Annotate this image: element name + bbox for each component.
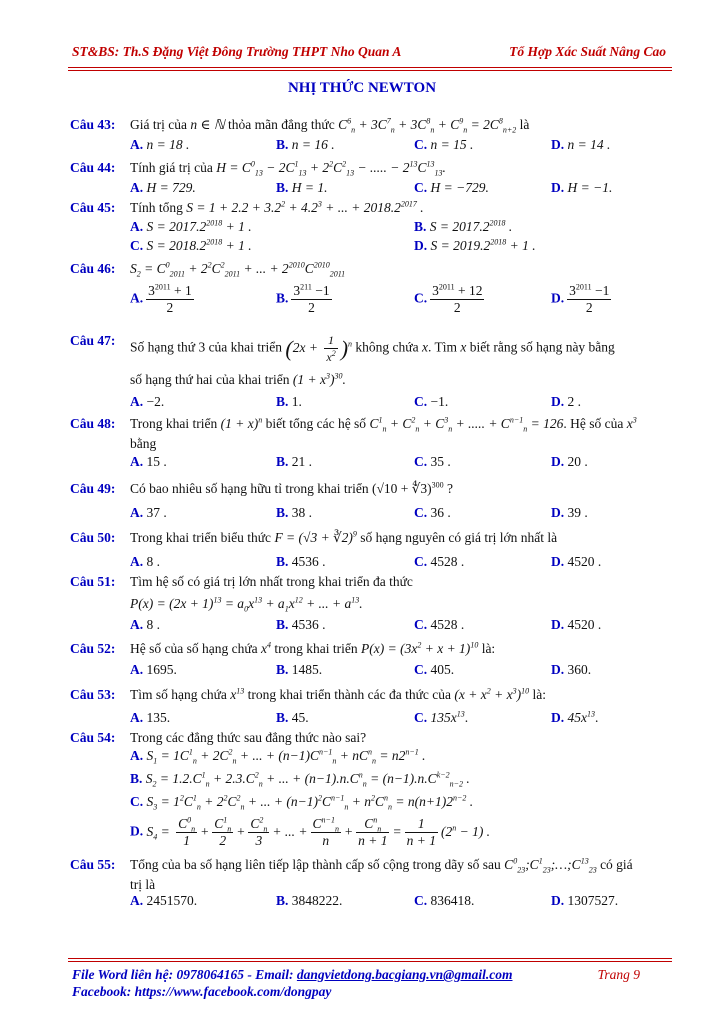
option-b[interactable]: B. 45. bbox=[276, 710, 309, 725]
header-left: ST&BS: Th.S Đặng Việt Đông Trường THPT Nho Quan A bbox=[72, 44, 402, 59]
option-a[interactable]: A. −2. bbox=[130, 394, 165, 409]
option-b[interactable]: B. $S = 2017.2^{2018}$ . bbox=[414, 218, 513, 234]
option-c[interactable]: C. H = −729. bbox=[414, 180, 489, 195]
options-52 bbox=[130, 662, 669, 680]
option-54d[interactable]: D. $S_4$ = $\frac{C^0_n}{1}$ + $\frac{C^1_n}{2}$ + $\frac{C^2_n}{3}$ + ... + $\frac{C^{n-1}_n}{n}$ + $\frac{C^n_n}{n + 1}$ = $\frac{1}{n + 1}$ $(2^n - 1)$ . bbox=[130, 815, 491, 848]
option-d[interactable]: D. 4520 . bbox=[551, 554, 602, 569]
question-number: Câu 55: bbox=[70, 857, 116, 872]
option-54c[interactable]: C. $S_3 = 1^2C^1_n + 2^2C^2_n$ + ... + $(n-1)^2C^{n-1}_n + n^2C^n_n = n(n+1)2^{n-2}$ . bbox=[130, 793, 474, 812]
option-a[interactable]: A. 8 . bbox=[130, 554, 160, 569]
question-number: Câu 52: bbox=[70, 641, 116, 656]
option-d[interactable]: D. 4520 . bbox=[551, 617, 602, 632]
option-d[interactable]: D. H = −1. bbox=[551, 180, 613, 195]
question-stem: Tính giá trị của $H = C^0_{13} - 2C^1_{13} + 2^2C^2_{13}$ − ..... − $2^{13}C^{13}_{13}$. bbox=[130, 159, 446, 178]
option-d[interactable]: D. 39 . bbox=[551, 505, 588, 520]
option-c[interactable]: C. 836418. bbox=[414, 893, 475, 908]
header-rule-2 bbox=[68, 70, 672, 71]
question-stem: Tổng của ba số hạng liên tiếp lập thành cấp số cộng trong dãy số sau $C^0_{23};C^1_{23};\dots;C^{13}_{23}$ có giá bbox=[130, 856, 633, 875]
footer-line-1: File Word liên hệ: 0978064165 - Email: dangvietdong.bacgiang.vn@gmail.com Trang 9 bbox=[72, 967, 640, 982]
footer-rule bbox=[68, 958, 672, 959]
options-51 bbox=[130, 617, 669, 635]
footer-line-2[interactable]: Facebook: https://www.facebook.com/dongpay bbox=[72, 984, 332, 999]
option-b[interactable]: B. n = 16 . bbox=[276, 137, 335, 152]
question-number: Câu 45: bbox=[70, 200, 116, 215]
options-46 bbox=[130, 283, 669, 319]
options-43 bbox=[130, 137, 669, 155]
option-d[interactable]: D. $\frac{3^{2011} -1}{2}$ bbox=[551, 282, 610, 315]
option-b[interactable]: B. 3848222. bbox=[276, 893, 343, 908]
question-stem: Trong khai triển biểu thức F = (√3 + ∛2)$^9$ số hạng nguyên có giá trị lớn nhất là bbox=[130, 529, 558, 545]
question-stem: Có bao nhiêu số hạng hữu tỉ trong khai triển (√10 + ∜3)$^{300}$ ? bbox=[130, 480, 454, 496]
option-b[interactable]: B. 4536 . bbox=[276, 554, 326, 569]
question-number: Câu 49: bbox=[70, 481, 116, 496]
options-53 bbox=[130, 710, 669, 728]
option-c[interactable]: C. 36 . bbox=[414, 505, 451, 520]
question-stem: Trong các đẳng thức sau đẳng thức nào sai? bbox=[130, 730, 367, 745]
option-b[interactable]: B. $\frac{3^{211} -1}{2}$ bbox=[276, 282, 330, 315]
question-stem: Giá trị của n ∈ ℕ thỏa mãn đẳng thức $C^6_n + 3C^7_n + 3C^8_n + C^9_n = 2C^8_{n+2}$ là bbox=[130, 116, 530, 135]
option-d[interactable]: D. n = 14 . bbox=[551, 137, 611, 152]
question-number: Câu 46: bbox=[70, 261, 116, 276]
option-a[interactable]: A. $S = 2017.2^{2018} + 1$ . bbox=[130, 218, 252, 234]
option-c[interactable]: C. $\frac{3^{2011} + 12}{2}$ bbox=[414, 282, 483, 315]
question-number: Câu 47: bbox=[70, 333, 116, 348]
options-47 bbox=[130, 394, 669, 412]
options-55 bbox=[130, 893, 669, 911]
question-47 bbox=[70, 332, 669, 376]
options-44 bbox=[130, 180, 669, 198]
options-48 bbox=[130, 454, 669, 472]
email-link[interactable]: dangvietdong.bacgiang.vn@gmail.com bbox=[296, 967, 513, 982]
question-stem: $S_2 = C^0_{2011} + 2^2C^2_{2011}$ + ... + $2^{2010}C^{2010}_{2011}$ bbox=[130, 260, 346, 279]
options-45-row2 bbox=[130, 238, 669, 256]
option-d[interactable]: D. $S = 2019.2^{2018} + 1$ . bbox=[414, 237, 536, 253]
option-c[interactable]: C. 405. bbox=[414, 662, 455, 677]
question-number: Câu 44: bbox=[70, 160, 116, 175]
option-a[interactable]: A. 135. bbox=[130, 710, 171, 725]
option-d[interactable]: D. 2 . bbox=[551, 394, 581, 409]
header-rule bbox=[68, 67, 672, 68]
option-c[interactable]: C. 35 . bbox=[414, 454, 451, 469]
options-50 bbox=[130, 554, 669, 572]
question-number: Câu 48: bbox=[70, 416, 116, 431]
option-a[interactable]: A. 1695. bbox=[130, 662, 177, 677]
section-title: NHỊ THỨC NEWTON bbox=[287, 80, 437, 96]
page-header bbox=[72, 44, 666, 64]
question-stem: Tính tổng $S = 1 + 2.2 + 3.2^2 + 4.2^3$ + ... + $2018.2^{2017}$ . bbox=[130, 199, 424, 215]
option-a[interactable]: A. 8 . bbox=[130, 617, 160, 632]
option-c[interactable]: C. −1. bbox=[414, 394, 449, 409]
option-b[interactable]: B. 1485. bbox=[276, 662, 323, 677]
question-number: Câu 54: bbox=[70, 730, 116, 745]
option-a[interactable]: A. H = 729. bbox=[130, 180, 196, 195]
option-a[interactable]: A. $\frac{3^{2011} + 1}{2}$ bbox=[130, 282, 192, 315]
option-c[interactable]: C. $135x^{13}$. bbox=[414, 709, 469, 725]
option-d[interactable]: D. 20 . bbox=[551, 454, 588, 469]
option-c[interactable]: C. n = 15 . bbox=[414, 137, 474, 152]
option-c[interactable]: C. $S = 2018.2^{2018} + 1$ . bbox=[130, 237, 252, 253]
question-stem: Tìm số hạng chứa $x^{13}$ trong khai triển thành các đa thức của $(x + x^2 + x^3)^{10}$ là: bbox=[130, 686, 546, 702]
question-stem: Hệ số của số hạng chứa $x^4$ trong khai triển $P(x) = (3x^2 + x + 1)^{10}$ là: bbox=[130, 640, 496, 656]
question-stem: Tìm hệ số có giá trị lớn nhất trong khai triển đa thức bbox=[130, 574, 413, 589]
option-c[interactable]: C. 4528 . bbox=[414, 617, 465, 632]
question-stem: Số hạng thứ 3 của khai triển (2x + $\frac{1}{x^2}$ )$^n$ không chứa x. Tìm x biết rằng số hạng này bằng bbox=[130, 333, 615, 364]
option-b[interactable]: B. H = 1. bbox=[276, 180, 328, 195]
option-d[interactable]: D. 360. bbox=[551, 662, 592, 677]
option-c[interactable]: C. 4528 . bbox=[414, 554, 465, 569]
option-b[interactable]: B. 38 . bbox=[276, 505, 313, 520]
option-a[interactable]: A. n = 18 . bbox=[130, 137, 190, 152]
header-right: Tổ Hợp Xác Suất Nâng Cao bbox=[509, 44, 666, 59]
option-a[interactable]: A. 2451570. bbox=[130, 893, 198, 908]
page-number: Trang 9 bbox=[597, 967, 640, 982]
footer-rule-2 bbox=[68, 961, 672, 962]
option-54b[interactable]: B. $S_2 = 1.2.C^1_n + 2.3.C^2_n$ + ... + $(n-1).n.C^n_n = (n-1).n.C^{k-2}_{n-2}$ . bbox=[130, 770, 470, 789]
question-number: Câu 53: bbox=[70, 687, 116, 702]
question-number: Câu 51: bbox=[70, 574, 116, 589]
option-a[interactable]: A. 37 . bbox=[130, 505, 167, 520]
question-stem: Trong khai triển $(1 + x)^n$ biết tổng các hệ số $C^1_n + C^2_n + C^3_n$ + ..... + $C^{n-1}_n = 126$. Hệ số của $x^3$ bbox=[130, 415, 637, 434]
options-45-row1 bbox=[130, 219, 669, 237]
question-number: Câu 50: bbox=[70, 530, 116, 545]
question-number: Câu 43: bbox=[70, 117, 116, 132]
option-b[interactable]: B. 21 . bbox=[276, 454, 313, 469]
option-d[interactable]: D. $45x^{13}$. bbox=[551, 709, 599, 725]
option-b[interactable]: B. 4536 . bbox=[276, 617, 326, 632]
option-d[interactable]: D. 1307527. bbox=[551, 893, 619, 908]
page-footer bbox=[72, 966, 666, 1000]
options-49 bbox=[130, 505, 669, 523]
option-b[interactable]: B. 1. bbox=[276, 394, 302, 409]
option-54a[interactable]: A. $S_1 = 1C^1_n + 2C^2_n$ + ... + $(n-1)C^{n-1}_n + nC^n_n = n2^{n-1}$ . bbox=[130, 747, 426, 766]
option-a[interactable]: A. 15 . bbox=[130, 454, 167, 469]
